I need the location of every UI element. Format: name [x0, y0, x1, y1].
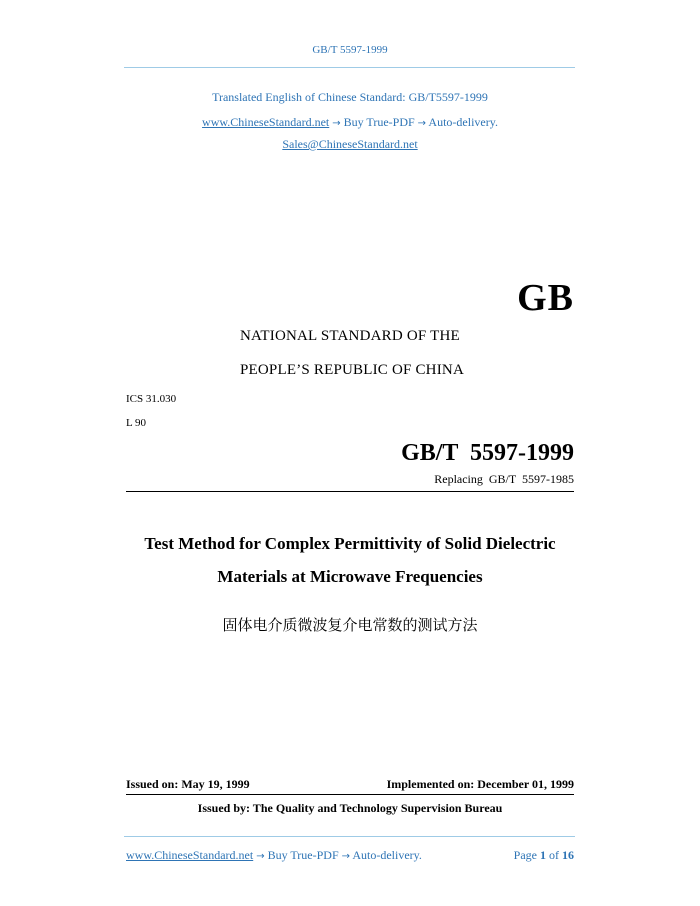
footer-website-link[interactable]: www.ChineseStandard.net: [126, 848, 254, 862]
arrow-right-icon: →: [332, 118, 341, 129]
page-label: Page: [513, 848, 537, 862]
dates-divider: [126, 794, 574, 795]
header-standard-code: GB/T 5597-1999: [312, 44, 388, 56]
page-indicator: [514, 848, 574, 863]
document-title-chinese: 固体电介质微波复介电常数的测试方法: [222, 616, 478, 634]
email-link[interactable]: Sales@ChineseStandard.net: [282, 137, 418, 151]
document-title-line1: Test Method for Complex Permittivity of Solid Dielectric: [144, 534, 556, 553]
arrow-right-icon: →: [341, 851, 351, 862]
replacing-note: Replacing GB/T 5597-1985: [434, 472, 574, 486]
website-link[interactable]: www.ChineseStandard.net: [202, 115, 330, 129]
ics-code: ICS 31.030: [126, 393, 177, 405]
national-standard-line1: NATIONAL STANDARD OF THE: [240, 328, 460, 344]
issuing-authority: Issued by: The Quality and Technology Supervision Bureau: [197, 801, 503, 815]
footer-purchase-line: [126, 848, 422, 863]
footer-buy-pdf-text: Buy True-PDF: [267, 848, 339, 862]
page-current: 1: [540, 848, 546, 862]
arrow-right-icon: →: [417, 118, 427, 129]
title-divider: [126, 491, 574, 492]
header-divider: [124, 67, 575, 68]
national-standard-line2: PEOPLE’S REPUBLIC OF CHINA: [240, 362, 464, 378]
purchase-line: [0, 115, 700, 130]
of-label: of: [549, 848, 559, 862]
auto-delivery-text: Auto-delivery.: [428, 115, 498, 129]
gb-logo: GB: [517, 277, 574, 319]
buy-pdf-text: Buy True-PDF: [343, 115, 415, 129]
document-title-line2: Materials at Microwave Frequencies: [217, 567, 483, 586]
issued-date: Issued on: May 19, 1999: [126, 777, 250, 791]
page-total: 16: [562, 848, 574, 862]
email-line: [0, 137, 700, 152]
ccs-code: L 90: [126, 417, 147, 429]
translation-notice: Translated English of Chinese Standard: GB/T5597-1999: [212, 90, 488, 104]
footer-divider: [124, 836, 575, 837]
implemented-date: Implemented on: December 01, 1999: [386, 777, 574, 791]
arrow-right-icon: →: [256, 851, 265, 862]
footer-auto-delivery-text: Auto-delivery.: [352, 848, 422, 862]
standard-number: GB/T 5597-1999: [401, 440, 574, 466]
